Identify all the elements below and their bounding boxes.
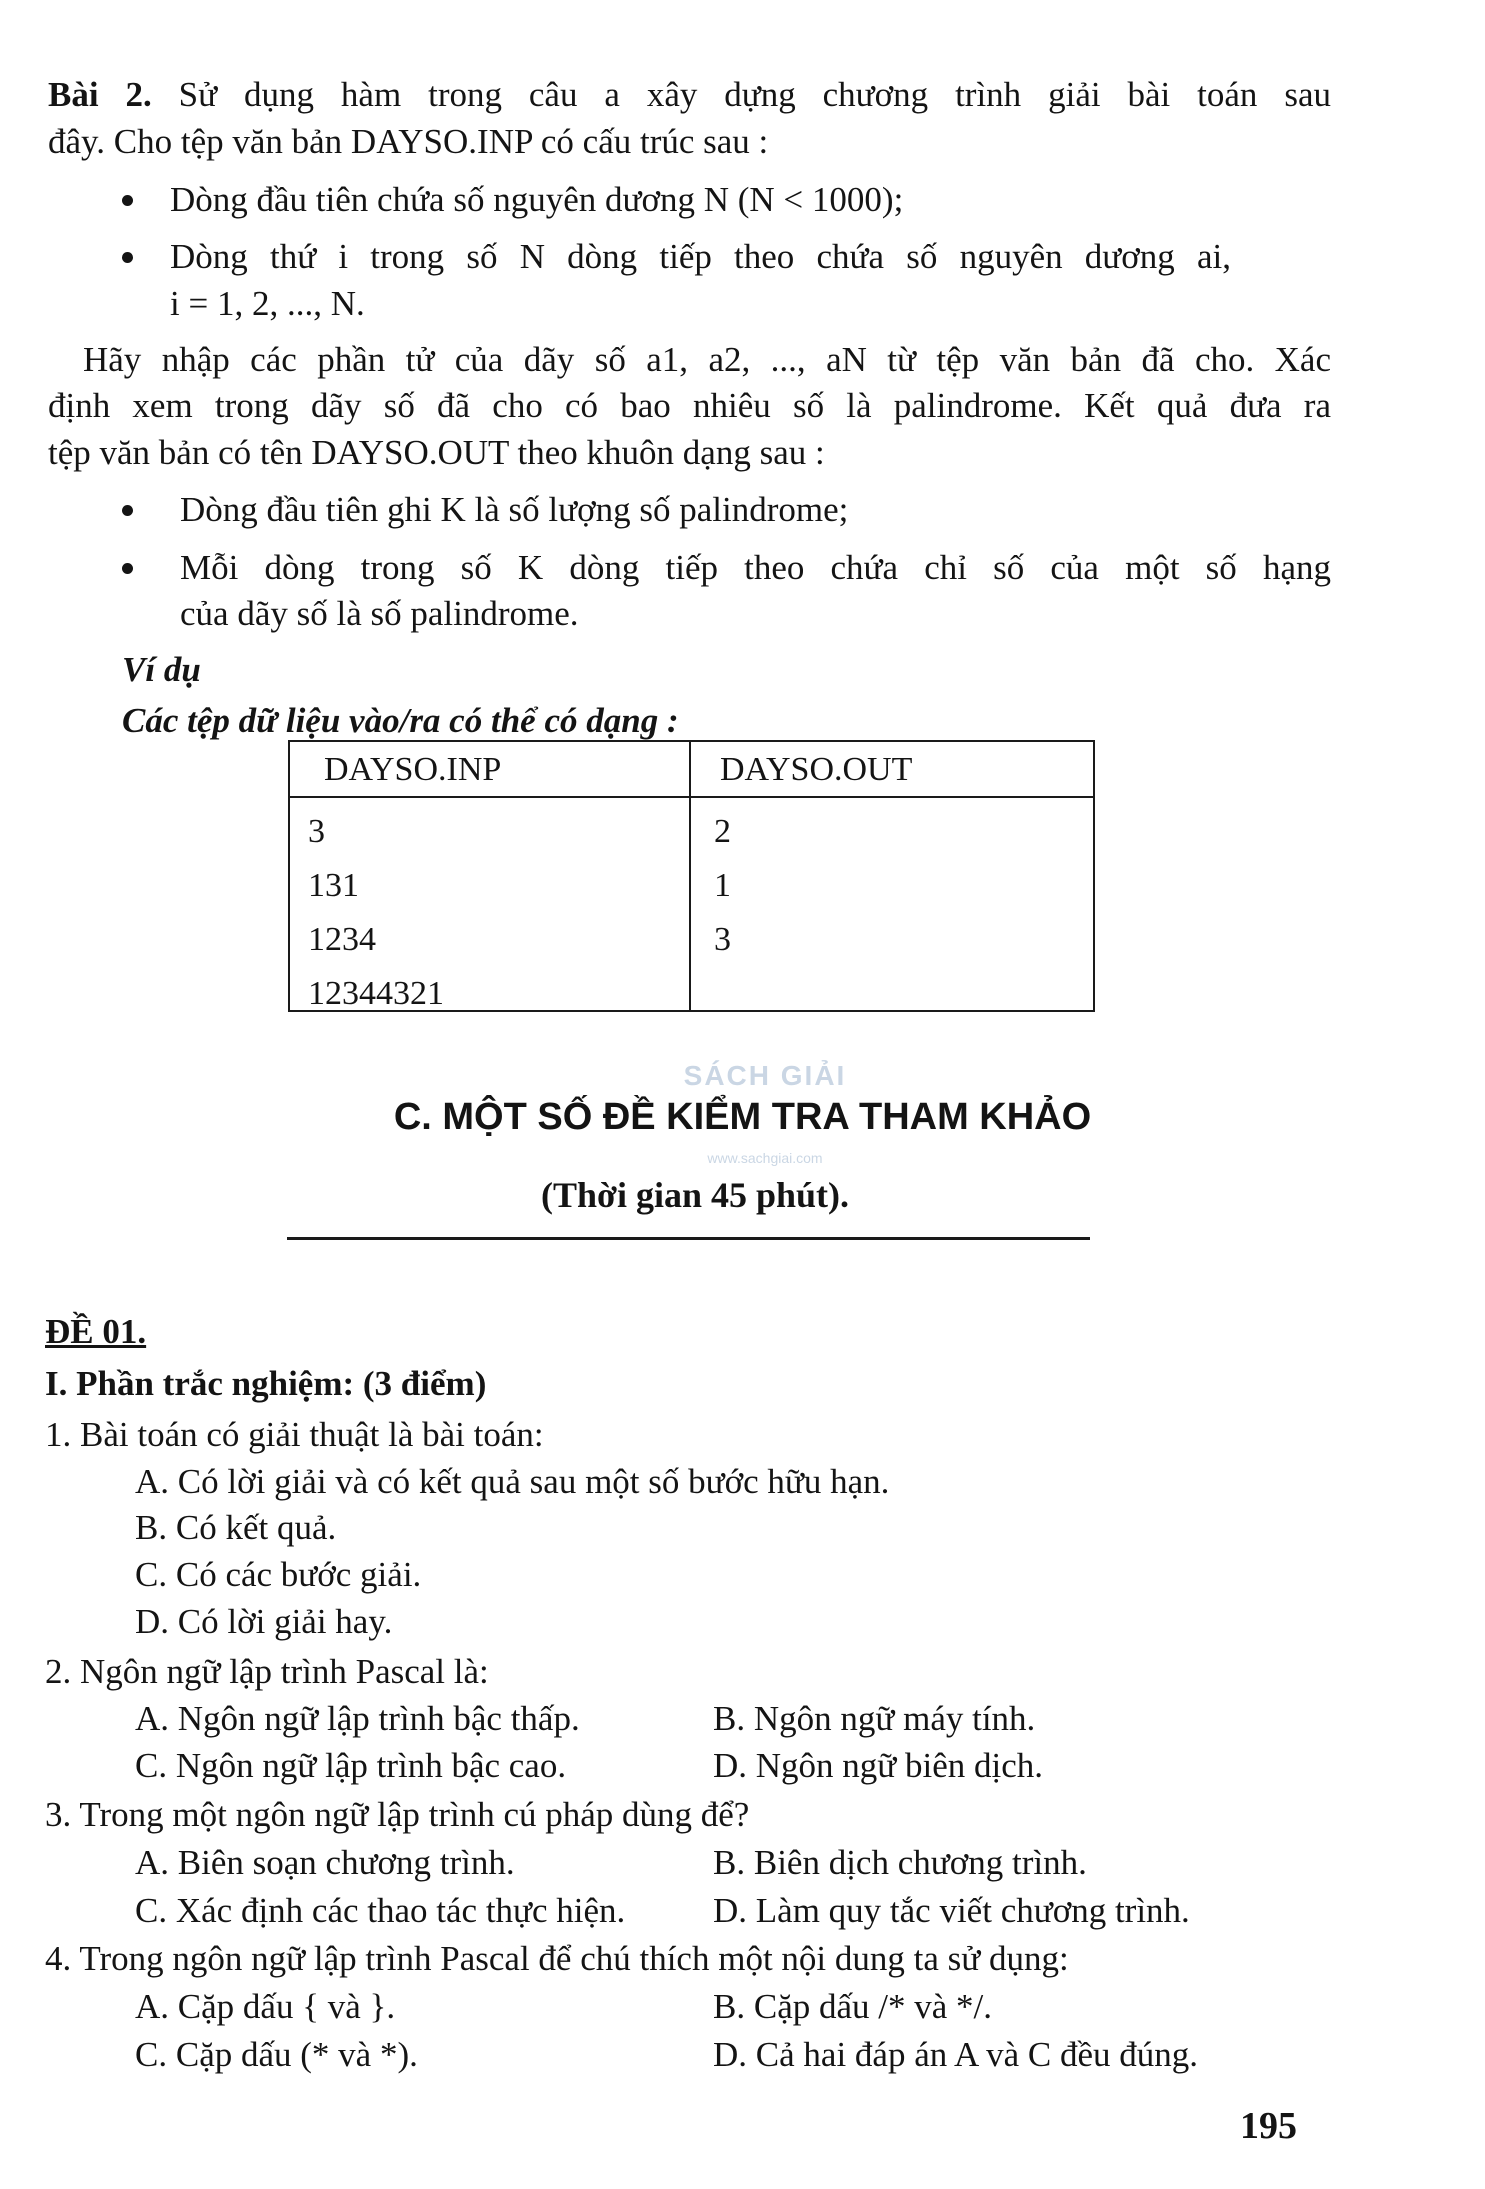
watermark-url: www.sachgiai.com	[707, 1150, 823, 1166]
output-bullet-2: Mỗi dòng trong số K dòng tiếp theo chứa chỉ số của một số hạng	[180, 548, 1331, 587]
time-note: (Thời gian 45 phút).	[540, 1175, 850, 1215]
watermark-brand: SÁCH GIẢI	[683, 1060, 847, 1091]
question-3-option-a: A. Biên soạn chương trình.	[135, 1843, 515, 1882]
question-4-option-d: D. Cả hai đáp án A và C đều đúng.	[713, 2035, 1199, 2074]
bullet-icon	[122, 252, 133, 263]
table-column-divider	[689, 742, 691, 1010]
question-2-option-c: C. Ngôn ngữ lập trình bậc cao.	[135, 1746, 567, 1785]
question-2-option-b: B. Ngôn ngữ máy tính.	[713, 1699, 1036, 1738]
table-cell-out: 3	[714, 921, 731, 958]
table-cell-inp: 131	[308, 867, 359, 904]
question-3-option-d: D. Làm quy tắc viết chương trình.	[713, 1891, 1190, 1930]
question-4: 4. Trong ngôn ngữ lập trình Pascal để chú thích một nội dung ta sử dụng:	[45, 1939, 1069, 1978]
question-3-option-c: C. Xác định các thao tác thực hiện.	[135, 1891, 626, 1930]
example-label: Ví dụ	[122, 650, 201, 689]
question-2: 2. Ngôn ngữ lập trình Pascal là:	[45, 1652, 489, 1691]
exam-code: ĐỀ 01.	[45, 1312, 147, 1351]
task-line-1: Hãy nhập các phần tử của dãy số a1, a2, ..., aN từ tệp văn bản đã cho. Xác	[83, 340, 1331, 379]
table-cell-out: 2	[714, 813, 731, 850]
question-1: 1. Bài toán có giải thuật là bài toán:	[45, 1415, 544, 1454]
io-example-table	[288, 740, 1095, 1012]
problem-intro-line-2: đây. Cho tệp văn bản DAYSO.INP có cấu trúc sau :	[48, 122, 769, 161]
question-1-option-a: A. Có lời giải và có kết quả sau một số bước hữu hạn.	[135, 1462, 890, 1501]
task-line-3: tệp văn bản có tên DAYSO.OUT theo khuôn dạng sau :	[48, 433, 825, 472]
example-caption: Các tệp dữ liệu vào/ra có thể có dạng :	[122, 701, 679, 740]
problem-label: Bài 2.	[48, 75, 152, 114]
question-4-option-c: C. Cặp dấu (* và *).	[135, 2035, 418, 2074]
question-2-option-a: A. Ngôn ngữ lập trình bậc thấp.	[135, 1699, 580, 1738]
table-header-inp: DAYSO.INP	[324, 751, 502, 788]
table-header-out: DAYSO.OUT	[720, 751, 913, 788]
table-cell-inp: 1234	[308, 921, 376, 958]
question-3-option-b: B. Biên dịch chương trình.	[713, 1843, 1087, 1882]
section-divider	[287, 1237, 1090, 1240]
input-bullet-2: Dòng thứ i trong số N dòng tiếp theo chứa số nguyên dương ai,	[170, 237, 1231, 276]
question-4-option-b: B. Cặp dấu /* và */.	[713, 1987, 992, 2026]
question-1-option-c: C. Có các bước giải.	[135, 1555, 422, 1594]
part-title: I. Phần trắc nghiệm: (3 điểm)	[45, 1364, 487, 1403]
bullet-icon	[122, 195, 133, 206]
question-1-option-d: D. Có lời giải hay.	[135, 1602, 393, 1641]
task-line-2: định xem trong dãy số đã cho có bao nhiêu số là palindrome. Kết quả đưa ra	[48, 386, 1331, 425]
question-2-option-d: D. Ngôn ngữ biên dịch.	[713, 1746, 1044, 1785]
table-cell-out: 1	[714, 867, 731, 904]
output-bullet-2-cont: của dãy số là số palindrome.	[180, 594, 579, 633]
section-title: C. MỘT SỐ ĐỀ KIỂM TRA THAM KHẢO	[393, 1096, 1092, 1138]
bullet-icon	[122, 505, 133, 516]
page-number: 195	[1240, 2105, 1297, 2147]
output-bullet-1: Dòng đầu tiên ghi K là số lượng số palindrome;	[180, 490, 849, 529]
question-1-option-b: B. Có kết quả.	[135, 1508, 337, 1547]
input-bullet-2-cont: i = 1, 2, ..., N.	[170, 284, 365, 323]
question-4-option-a: A. Cặp dấu { và }.	[135, 1987, 396, 2026]
input-bullet-1: Dòng đầu tiên chứa số nguyên dương N (N < 1000);	[170, 180, 904, 219]
problem-intro-text: Sử dụng hàm trong câu a xây dựng chương trình giải bài toán sau	[178, 75, 1331, 114]
table-cell-inp: 12344321	[308, 975, 444, 1012]
bullet-icon	[122, 563, 133, 574]
question-3: 3. Trong một ngôn ngữ lập trình cú pháp dùng để?	[45, 1795, 750, 1834]
problem-intro-line-1	[48, 73, 1331, 117]
table-cell-inp: 3	[308, 813, 325, 850]
